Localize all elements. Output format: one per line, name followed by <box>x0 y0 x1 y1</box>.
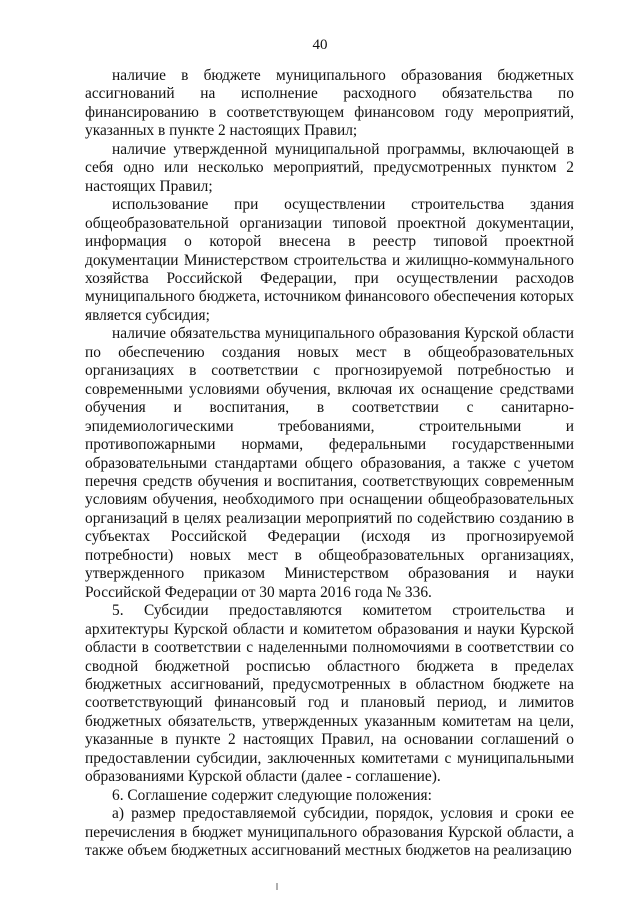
paragraph-typical-design-documentation: использование при осуществлении строительства здания общеобразовательной организации типовой проектной документации, информация о которой внесена в реестр типовой проектной документации Министерством строительства и жилищно-коммунального хозяйства Российской Федерации, при осуществлении расходов муниципального бюджета, источником финансового обеспечения которых является субсидия; <box>85 196 574 324</box>
paragraph-clause-5-subsidies: 5. Субсидии предоставляются комитетом строительства и архитектуры Курской области и комитетом образования и науки Курской области в соответствии с наделенными полномочиями в соответствии со сводной бюджетной росписью областного бюджета в пределах бюджетных ассигнований, предусмотренных в областном бюджете на соответствующий финансовый год и плановый период, и лимитов бюджетных обязательств, утвержденных указанным комитетам на цели, указанные в пункте 2 настоящих Правил, на основании соглашений о предоставлении субсидии, заключенных комитетами с муниципальными образованиями Курской области (далее - соглашение). <box>85 602 574 786</box>
paragraph-municipal-program: наличие утвержденной муниципальной программы, включающей в себя одно или несколько мероприятий, предусмотренных пунктом 2 настоящих Правил; <box>85 140 574 195</box>
paragraph-clause-6a-subsidy-amount: а) размер предоставляемой субсидии, порядок, условия и сроки ее перечисления в бюджет муниципального образования Курской области, а также объем бюджетных ассигнований местных бюджетов на реализацию <box>85 805 574 860</box>
page-number: 40 <box>312 37 328 53</box>
paragraph-budget-allocations: наличие в бюджете муниципального образования бюджетных ассигнований на исполнение расходного обязательства по финансированию в соответствующем финансовом году мероприятий, указанных в пункте 2 настоящих Правил; <box>85 67 574 140</box>
paragraph-clause-6-agreement: 6. Соглашение содержит следующие положения: <box>112 786 432 804</box>
paragraph-new-school-places-obligation: наличие обязательства муниципального образования Курской области по обеспечению создания новых мест в общеобразовательных организациях в соответствии с прогнозируемой потребностью и современными условиями обучения, включая их оснащение средствами обучения и воспитания, в соответствии с санитарно-эпидемиологическими требованиями, строительными и противопожарными нормами, федеральными государственными образовательными стандартами общего образования, а также с учетом перечня средств обучения и воспитания, соответствующих современным условиям обучения, необходимого при оснащении общеобразовательных организаций в целях реализации мероприятий по содействию созданию в субъектах Российской Федерации (исходя из прогнозируемой потребности) новых мест в общеобразовательных организациях, утвержденного приказом Министерством образования и науки Российской Федерации от 30 марта 2016 года № 336. <box>85 325 574 601</box>
document-body <box>85 67 574 860</box>
scan-artifact <box>276 883 278 890</box>
